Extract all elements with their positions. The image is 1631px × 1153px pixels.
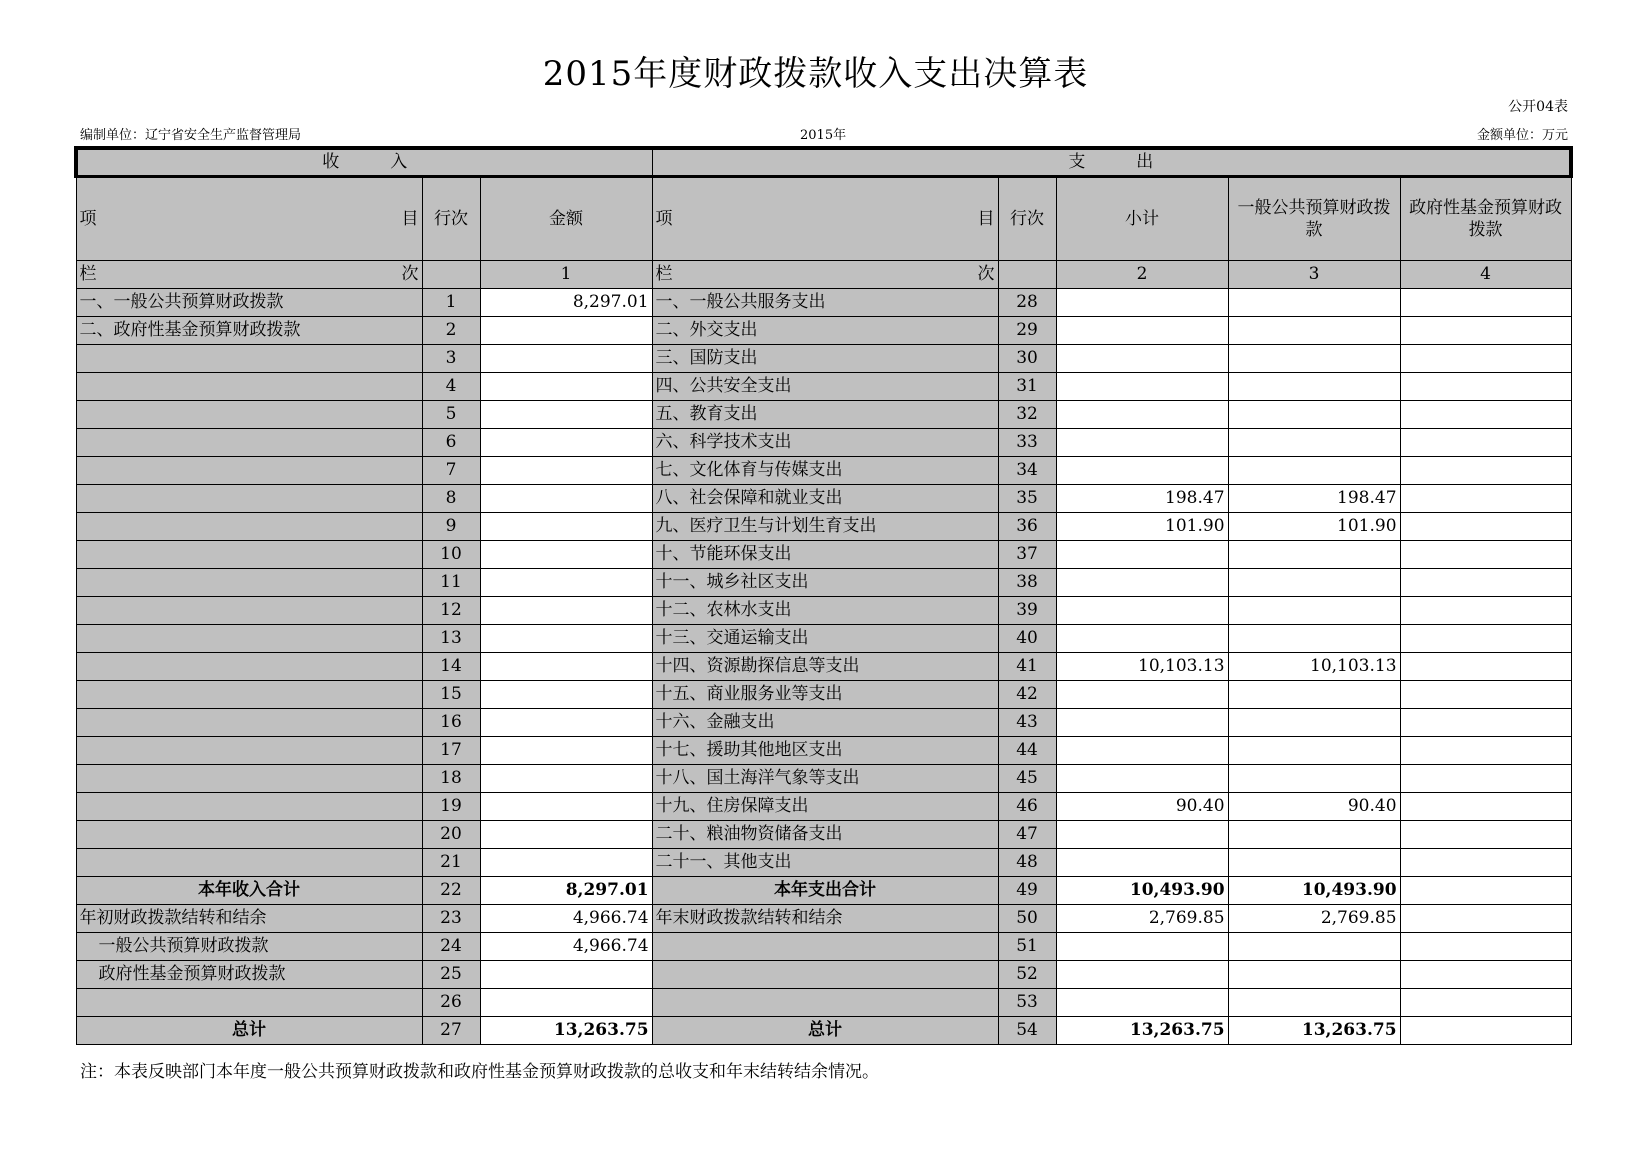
expense-line-no: 47 bbox=[998, 821, 1056, 849]
expense-line-no: 28 bbox=[998, 289, 1056, 317]
expense-item: 十五、商业服务业等支出 bbox=[652, 681, 998, 709]
income-line-no: 23 bbox=[422, 905, 480, 933]
subtotal-value bbox=[1056, 429, 1228, 457]
expense-line-no: 32 bbox=[998, 401, 1056, 429]
expense-line-no: 42 bbox=[998, 681, 1056, 709]
table-row bbox=[76, 709, 1571, 737]
carryover-row bbox=[76, 905, 1571, 933]
general-budget-value bbox=[1228, 289, 1400, 317]
subtotal-value bbox=[1056, 681, 1228, 709]
expense-line-no: 39 bbox=[998, 597, 1056, 625]
table-row bbox=[76, 793, 1571, 821]
income-line-no: 20 bbox=[422, 821, 480, 849]
expense-item: 十二、农林水支出 bbox=[652, 597, 998, 625]
income-item bbox=[76, 597, 422, 625]
income-line-no: 7 bbox=[422, 457, 480, 485]
subtotal-value bbox=[1056, 709, 1228, 737]
income-item: 一、一般公共预算财政拨款 bbox=[76, 289, 422, 317]
income-amount: 4,966.74 bbox=[480, 905, 652, 933]
income-amount bbox=[480, 625, 652, 653]
table-row bbox=[76, 401, 1571, 429]
gov-fund-value bbox=[1400, 457, 1571, 485]
income-line-header: 行次 bbox=[422, 177, 480, 261]
income-amount bbox=[480, 485, 652, 513]
income-line-no: 16 bbox=[422, 709, 480, 737]
expense-item: 十九、住房保障支出 bbox=[652, 793, 998, 821]
income-item bbox=[76, 849, 422, 877]
table-row bbox=[76, 737, 1571, 765]
income-amount bbox=[480, 429, 652, 457]
gov-fund-value bbox=[1400, 429, 1571, 457]
gov-fund-value bbox=[1400, 681, 1571, 709]
general-budget-value bbox=[1228, 737, 1400, 765]
form-number: 公开04表 bbox=[1508, 99, 1568, 115]
expense-item: 二十、粮油物资储备支出 bbox=[652, 821, 998, 849]
subtotal-value bbox=[1056, 345, 1228, 373]
income-amount: 8,297.01 bbox=[480, 877, 652, 905]
expense-line-no: 38 bbox=[998, 569, 1056, 597]
general-budget-value: 101.90 bbox=[1228, 513, 1400, 541]
income-amount bbox=[480, 597, 652, 625]
expense-line-no: 30 bbox=[998, 345, 1056, 373]
table-row bbox=[76, 485, 1571, 513]
expense-line-no: 35 bbox=[998, 485, 1056, 513]
expense-line-no: 40 bbox=[998, 625, 1056, 653]
expense-item: 十六、金融支出 bbox=[652, 709, 998, 737]
page-title: 2015年度财政拨款收入支出决算表 bbox=[542, 54, 1089, 94]
expense-item: 十八、国土海洋气象等支出 bbox=[652, 765, 998, 793]
general-budget-value: 90.40 bbox=[1228, 793, 1400, 821]
subtotal-value bbox=[1056, 569, 1228, 597]
income-section-header: 收 入 bbox=[76, 148, 652, 177]
subtotal-value bbox=[1056, 961, 1228, 989]
income-item bbox=[76, 821, 422, 849]
expense-item: 二十一、其他支出 bbox=[652, 849, 998, 877]
income-line-no: 6 bbox=[422, 429, 480, 457]
income-line-no: 4 bbox=[422, 373, 480, 401]
income-amount bbox=[480, 681, 652, 709]
income-amount bbox=[480, 821, 652, 849]
income-item bbox=[76, 765, 422, 793]
expense-section-header: 支 出 bbox=[652, 148, 1571, 177]
general-budget-value bbox=[1228, 709, 1400, 737]
income-amount bbox=[480, 989, 652, 1017]
expense-item: 四、公共安全支出 bbox=[652, 373, 998, 401]
income-line-no: 10 bbox=[422, 541, 480, 569]
general-budget-value bbox=[1228, 569, 1400, 597]
general-budget-value: 198.47 bbox=[1228, 485, 1400, 513]
subtotal-value bbox=[1056, 737, 1228, 765]
income-item bbox=[76, 793, 422, 821]
income-amount bbox=[480, 961, 652, 989]
subtotal-value: 10,103.13 bbox=[1056, 653, 1228, 681]
income-line-no: 27 bbox=[422, 1017, 480, 1045]
subtotal-value bbox=[1056, 625, 1228, 653]
income-amount bbox=[480, 457, 652, 485]
subtotal-value bbox=[1056, 849, 1228, 877]
gov-fund-value bbox=[1400, 541, 1571, 569]
table-row bbox=[76, 541, 1571, 569]
income-line-no: 19 bbox=[422, 793, 480, 821]
carryover-row bbox=[76, 989, 1571, 1017]
table-row bbox=[76, 849, 1571, 877]
index-4: 4 bbox=[1400, 261, 1571, 289]
income-item bbox=[76, 429, 422, 457]
subtotal-value bbox=[1056, 289, 1228, 317]
table-row bbox=[76, 653, 1571, 681]
income-amount bbox=[480, 345, 652, 373]
expense-item bbox=[652, 933, 998, 961]
gov-fund-value bbox=[1400, 401, 1571, 429]
general-budget-value bbox=[1228, 317, 1400, 345]
carryover-row bbox=[76, 961, 1571, 989]
expense-item-header: 项 目 bbox=[652, 177, 998, 261]
subtotal-value bbox=[1056, 989, 1228, 1017]
gov-fund-value bbox=[1400, 289, 1571, 317]
general-budget-value: 13,263.75 bbox=[1228, 1017, 1400, 1045]
expense-item: 十七、援助其他地区支出 bbox=[652, 737, 998, 765]
table-row bbox=[76, 429, 1571, 457]
income-line-no: 22 bbox=[422, 877, 480, 905]
gov-fund-value bbox=[1400, 597, 1571, 625]
table-row bbox=[76, 681, 1571, 709]
income-item: 一般公共预算财政拨款 bbox=[76, 933, 422, 961]
subtotal-value: 2,769.85 bbox=[1056, 905, 1228, 933]
carryover-row bbox=[76, 933, 1571, 961]
income-item: 总计 bbox=[76, 1017, 422, 1045]
income-item: 本年收入合计 bbox=[76, 877, 422, 905]
income-amount bbox=[480, 765, 652, 793]
income-line-no: 11 bbox=[422, 569, 480, 597]
table-row bbox=[76, 569, 1571, 597]
gov-fund-value bbox=[1400, 625, 1571, 653]
gov-fund-value bbox=[1400, 485, 1571, 513]
subtotal-value bbox=[1056, 821, 1228, 849]
general-budget-value bbox=[1228, 933, 1400, 961]
index-3: 3 bbox=[1228, 261, 1400, 289]
income-item: 年初财政拨款结转和结余 bbox=[76, 905, 422, 933]
gov-fund-value bbox=[1400, 653, 1571, 681]
income-amount bbox=[480, 793, 652, 821]
subtotal-value: 198.47 bbox=[1056, 485, 1228, 513]
final-accounts-table bbox=[74, 146, 1573, 1045]
general-budget-value bbox=[1228, 541, 1400, 569]
general-budget-value bbox=[1228, 625, 1400, 653]
income-item bbox=[76, 989, 422, 1017]
expense-line-no: 43 bbox=[998, 709, 1056, 737]
expense-item: 二、外交支出 bbox=[652, 317, 998, 345]
subtotal-value bbox=[1056, 401, 1228, 429]
expense-item: 七、文化体育与传媒支出 bbox=[652, 457, 998, 485]
income-amount bbox=[480, 737, 652, 765]
table-row bbox=[76, 625, 1571, 653]
money-unit: 金额单位：万元 bbox=[1476, 128, 1568, 143]
expense-line-no: 31 bbox=[998, 373, 1056, 401]
income-line-no: 12 bbox=[422, 597, 480, 625]
subtotal-value bbox=[1056, 373, 1228, 401]
expense-item: 十三、交通运输支出 bbox=[652, 625, 998, 653]
income-amount: 13,263.75 bbox=[480, 1017, 652, 1045]
compiling-unit: 编制单位：辽宁省安全生产监督管理局 bbox=[80, 128, 302, 143]
subtotal-value bbox=[1056, 933, 1228, 961]
income-item bbox=[76, 457, 422, 485]
subtotal-value bbox=[1056, 541, 1228, 569]
general-budget-value: 2,769.85 bbox=[1228, 905, 1400, 933]
expense-line-no: 48 bbox=[998, 849, 1056, 877]
income-amount bbox=[480, 317, 652, 345]
index-label-left: 栏 次 bbox=[76, 261, 422, 289]
income-item bbox=[76, 541, 422, 569]
expense-item: 本年支出合计 bbox=[652, 877, 998, 905]
income-amount-header: 金额 bbox=[480, 177, 652, 261]
expense-item: 十四、资源勘探信息等支出 bbox=[652, 653, 998, 681]
income-line-no: 9 bbox=[422, 513, 480, 541]
gov-fund-value bbox=[1400, 821, 1571, 849]
income-item bbox=[76, 569, 422, 597]
column-header-row bbox=[76, 177, 1571, 261]
expense-line-no: 51 bbox=[998, 933, 1056, 961]
footnote: 注：本表反映部门本年度一般公共预算财政拨款和政府性基金预算财政拨款的总收支和年末结转结余情况。 bbox=[80, 1062, 879, 1082]
gov-fund-value bbox=[1400, 989, 1571, 1017]
section-band bbox=[76, 148, 1571, 177]
subtotal-value: 13,263.75 bbox=[1056, 1017, 1228, 1045]
table-row bbox=[76, 457, 1571, 485]
table-row bbox=[76, 345, 1571, 373]
expense-item: 五、教育支出 bbox=[652, 401, 998, 429]
index-label-right: 栏 次 bbox=[652, 261, 998, 289]
general-budget-value bbox=[1228, 429, 1400, 457]
income-line-no: 8 bbox=[422, 485, 480, 513]
income-item: 二、政府性基金预算财政拨款 bbox=[76, 317, 422, 345]
expense-item: 一、一般公共服务支出 bbox=[652, 289, 998, 317]
index-1: 1 bbox=[480, 261, 652, 289]
income-line-no: 15 bbox=[422, 681, 480, 709]
general-budget-value bbox=[1228, 989, 1400, 1017]
gov-fund-value bbox=[1400, 765, 1571, 793]
income-item bbox=[76, 373, 422, 401]
expense-item: 九、医疗卫生与计划生育支出 bbox=[652, 513, 998, 541]
income-line-no: 13 bbox=[422, 625, 480, 653]
income-amount bbox=[480, 373, 652, 401]
expense-item: 总计 bbox=[652, 1017, 998, 1045]
gov-fund-value bbox=[1400, 905, 1571, 933]
expense-line-header: 行次 bbox=[998, 177, 1056, 261]
general-budget-value bbox=[1228, 373, 1400, 401]
report-year: 2015年 bbox=[800, 128, 847, 143]
expense-item: 六、科学技术支出 bbox=[652, 429, 998, 457]
gov-fund-value bbox=[1400, 317, 1571, 345]
income-line-no: 24 bbox=[422, 933, 480, 961]
income-item bbox=[76, 709, 422, 737]
gov-fund-value bbox=[1400, 513, 1571, 541]
subtotal-value: 10,493.90 bbox=[1056, 877, 1228, 905]
gov-fund-value bbox=[1400, 877, 1571, 905]
expense-line-no: 52 bbox=[998, 961, 1056, 989]
subtotal-value bbox=[1056, 457, 1228, 485]
grand-total-row bbox=[76, 1017, 1571, 1045]
general-budget-value: 10,493.90 bbox=[1228, 877, 1400, 905]
income-item bbox=[76, 485, 422, 513]
expense-line-no: 45 bbox=[998, 765, 1056, 793]
subtotal-value bbox=[1056, 317, 1228, 345]
gov-fund-value bbox=[1400, 737, 1571, 765]
income-amount bbox=[480, 569, 652, 597]
expense-item: 年末财政拨款结转和结余 bbox=[652, 905, 998, 933]
expense-line-no: 53 bbox=[998, 989, 1056, 1017]
general-budget-header: 一般公共预算财政拨款 bbox=[1228, 177, 1400, 261]
table-row bbox=[76, 513, 1571, 541]
column-index-row bbox=[76, 261, 1571, 289]
table-row bbox=[76, 597, 1571, 625]
general-budget-value bbox=[1228, 681, 1400, 709]
income-amount bbox=[480, 513, 652, 541]
income-amount: 4,966.74 bbox=[480, 933, 652, 961]
gov-fund-header: 政府性基金预算财政拨款 bbox=[1400, 177, 1571, 261]
subtotal-value bbox=[1056, 765, 1228, 793]
expense-item bbox=[652, 989, 998, 1017]
gov-fund-value bbox=[1400, 569, 1571, 597]
expense-line-no: 33 bbox=[998, 429, 1056, 457]
general-budget-value bbox=[1228, 457, 1400, 485]
expense-item: 十一、城乡社区支出 bbox=[652, 569, 998, 597]
income-line-no: 2 bbox=[422, 317, 480, 345]
subtotal-value: 90.40 bbox=[1056, 793, 1228, 821]
general-budget-value bbox=[1228, 401, 1400, 429]
income-item bbox=[76, 737, 422, 765]
expense-line-no: 34 bbox=[998, 457, 1056, 485]
expense-line-no: 50 bbox=[998, 905, 1056, 933]
gov-fund-value bbox=[1400, 1017, 1571, 1045]
table-row bbox=[76, 289, 1571, 317]
expense-line-no: 44 bbox=[998, 737, 1056, 765]
income-line-no: 18 bbox=[422, 765, 480, 793]
table-row bbox=[76, 373, 1571, 401]
gov-fund-value bbox=[1400, 345, 1571, 373]
gov-fund-value bbox=[1400, 849, 1571, 877]
gov-fund-value bbox=[1400, 933, 1571, 961]
expense-line-no: 54 bbox=[998, 1017, 1056, 1045]
income-item bbox=[76, 653, 422, 681]
income-line-no: 25 bbox=[422, 961, 480, 989]
general-budget-value bbox=[1228, 849, 1400, 877]
general-budget-value bbox=[1228, 345, 1400, 373]
income-line-no: 17 bbox=[422, 737, 480, 765]
income-line-no: 3 bbox=[422, 345, 480, 373]
subtotal-header: 小计 bbox=[1056, 177, 1228, 261]
income-item bbox=[76, 625, 422, 653]
income-amount bbox=[480, 849, 652, 877]
gov-fund-value bbox=[1400, 709, 1571, 737]
expense-line-no: 29 bbox=[998, 317, 1056, 345]
income-item bbox=[76, 401, 422, 429]
gov-fund-value bbox=[1400, 373, 1571, 401]
income-line-no: 1 bbox=[422, 289, 480, 317]
table-row bbox=[76, 317, 1571, 345]
general-budget-value bbox=[1228, 961, 1400, 989]
subtotal-value: 101.90 bbox=[1056, 513, 1228, 541]
expense-line-no: 36 bbox=[998, 513, 1056, 541]
income-item bbox=[76, 345, 422, 373]
index-2: 2 bbox=[1056, 261, 1228, 289]
income-amount bbox=[480, 653, 652, 681]
income-item bbox=[76, 513, 422, 541]
income-line-no: 5 bbox=[422, 401, 480, 429]
income-amount bbox=[480, 709, 652, 737]
gov-fund-value bbox=[1400, 793, 1571, 821]
expense-line-no: 37 bbox=[998, 541, 1056, 569]
income-item-header: 项 目 bbox=[76, 177, 422, 261]
income-amount bbox=[480, 401, 652, 429]
income-line-no: 21 bbox=[422, 849, 480, 877]
general-budget-value bbox=[1228, 765, 1400, 793]
income-item bbox=[76, 681, 422, 709]
income-line-no: 26 bbox=[422, 989, 480, 1017]
year-total-row bbox=[76, 877, 1571, 905]
gov-fund-value bbox=[1400, 961, 1571, 989]
table-row bbox=[76, 821, 1571, 849]
subtotal-value bbox=[1056, 597, 1228, 625]
expense-line-no: 41 bbox=[998, 653, 1056, 681]
expense-item: 三、国防支出 bbox=[652, 345, 998, 373]
income-amount: 8,297.01 bbox=[480, 289, 652, 317]
general-budget-value bbox=[1228, 821, 1400, 849]
expense-item bbox=[652, 961, 998, 989]
expense-line-no: 49 bbox=[998, 877, 1056, 905]
expense-line-no: 46 bbox=[998, 793, 1056, 821]
general-budget-value bbox=[1228, 597, 1400, 625]
general-budget-value: 10,103.13 bbox=[1228, 653, 1400, 681]
income-item: 政府性基金预算财政拨款 bbox=[76, 961, 422, 989]
expense-item: 八、社会保障和就业支出 bbox=[652, 485, 998, 513]
expense-item: 十、节能环保支出 bbox=[652, 541, 998, 569]
income-line-no: 14 bbox=[422, 653, 480, 681]
table-row bbox=[76, 765, 1571, 793]
income-amount bbox=[480, 541, 652, 569]
